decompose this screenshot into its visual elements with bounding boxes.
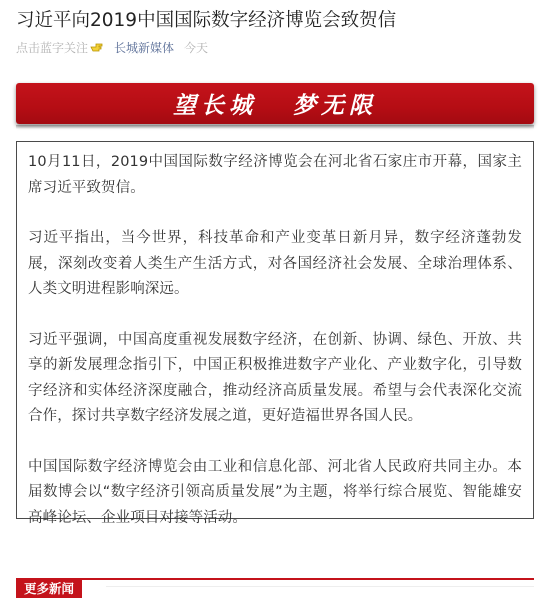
section-divider [106,586,534,587]
article-paragraph-4: 中国国际数字经济博览会由工业和信息化部、河北省人民政府共同主办。本届数博会以“数字经济引领高质量发展”为主题，将举行综合展览、智能雄安高峰论坛、企业项目对接等活动。 [28,458,522,526]
banner-slogan-right: 梦无限 [293,92,377,119]
pointing-hand-icon [90,41,104,53]
article-meta [16,39,208,55]
article-paragraph-1: 10月11日，2019中国国际数字经济博览会在河北省石家庄市开幕，国家主席习近平致贺信。 [28,154,522,196]
banner-slogan [173,87,377,120]
article-paragraph-2: 习近平指出，当今世界，科技革命和产业变革日新月异，数字经济蓬勃发展，深刻改变着人类生产生活方式，对各国经济社会发展、全球治理体系、人类文明进程影响深远。 [28,230,522,297]
article-paragraph-3: 习近平强调，中国高度重视发展数字经济，在创新、协调、绿色、开放、共享的新发展理念指引下，中国正积极推进数字产业化、产业数字化，引导数字经济和实体经济深度融合，推动经济高质量发展。希望与会代表深化交流合作，探讨共享数字经济发展之道，更好造福世界各国人民。 [28,331,522,424]
account-name-link[interactable]: 长城新媒体 [114,40,175,55]
more-news-section [16,578,534,598]
banner-slogan-left: 望长城 [173,92,257,119]
follow-label: 点击蓝字关注 [16,40,89,55]
publish-time: 今天 [184,40,209,55]
follow-prompt[interactable] [16,39,104,56]
article-body [16,141,534,526]
page-title: 习近平向2019中国国际数字经济博览会致贺信 [16,10,397,31]
more-news-tab[interactable]: 更多新闻 [16,578,82,598]
slogan-banner [16,83,534,124]
